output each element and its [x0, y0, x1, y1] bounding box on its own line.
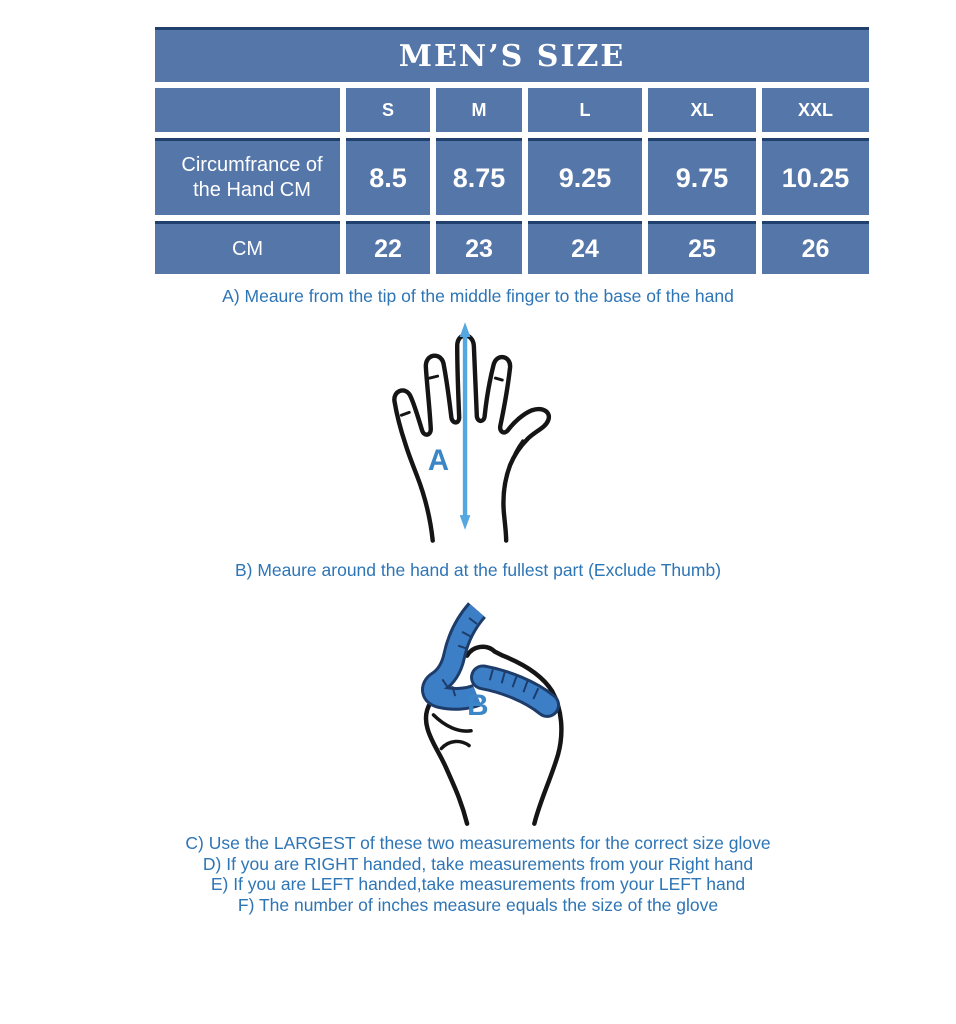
marker-label-a: A — [427, 444, 450, 478]
size-header-row — [155, 88, 869, 132]
header-cell-s: S — [346, 88, 430, 132]
value-cell: 24 — [528, 221, 642, 274]
value-cell: 10.25 — [762, 138, 869, 215]
circumference-row — [155, 138, 869, 215]
header-cell-m: M — [436, 88, 522, 132]
instruction-line-e: E) If you are LEFT handed,take measurements from your LEFT hand — [210, 874, 746, 894]
row-label-circumference: Circumfrance of the Hand CM — [155, 138, 340, 215]
row-label-cm: CM — [155, 221, 340, 274]
open-hand-length-illustration — [374, 314, 560, 544]
open-hand-outline — [394, 336, 549, 541]
header-cell-l: L — [528, 88, 642, 132]
value-cell: 8.5 — [346, 138, 430, 215]
instruction-line-b: B) Meaure around the hand at the fullest part (Exclude Thumb) — [234, 560, 722, 580]
value-cell: 25 — [648, 221, 756, 274]
cm-row — [155, 221, 869, 274]
marker-label-b: B — [467, 688, 489, 722]
instruction-line-c: C) Use the LARGEST of these two measurements for the correct size glove — [185, 833, 771, 853]
value-cell: 23 — [436, 221, 522, 274]
fist-tape-measure-illustration — [386, 588, 564, 826]
value-cell: 9.75 — [648, 138, 756, 215]
header-cell-xxl: XXL — [762, 88, 869, 132]
header-cell-empty — [155, 88, 340, 132]
value-cell: 22 — [346, 221, 430, 274]
value-cell: 9.25 — [528, 138, 642, 215]
instruction-line-f: F) The number of inches measure equals the size of the glove — [237, 894, 719, 915]
instruction-line-d: D) If you are RIGHT handed, take measurements from your Right hand — [202, 853, 754, 874]
mens-size-table — [149, 21, 875, 280]
value-cell: 8.75 — [436, 138, 522, 215]
table-title: MEN’S SIZE — [155, 27, 869, 82]
header-cell-xl: XL — [648, 88, 756, 132]
instruction-notes — [0, 833, 956, 915]
instruction-line-a: A) Meaure from the tip of the middle finger to the base of the hand — [222, 286, 734, 306]
value-cell: 26 — [762, 221, 869, 274]
